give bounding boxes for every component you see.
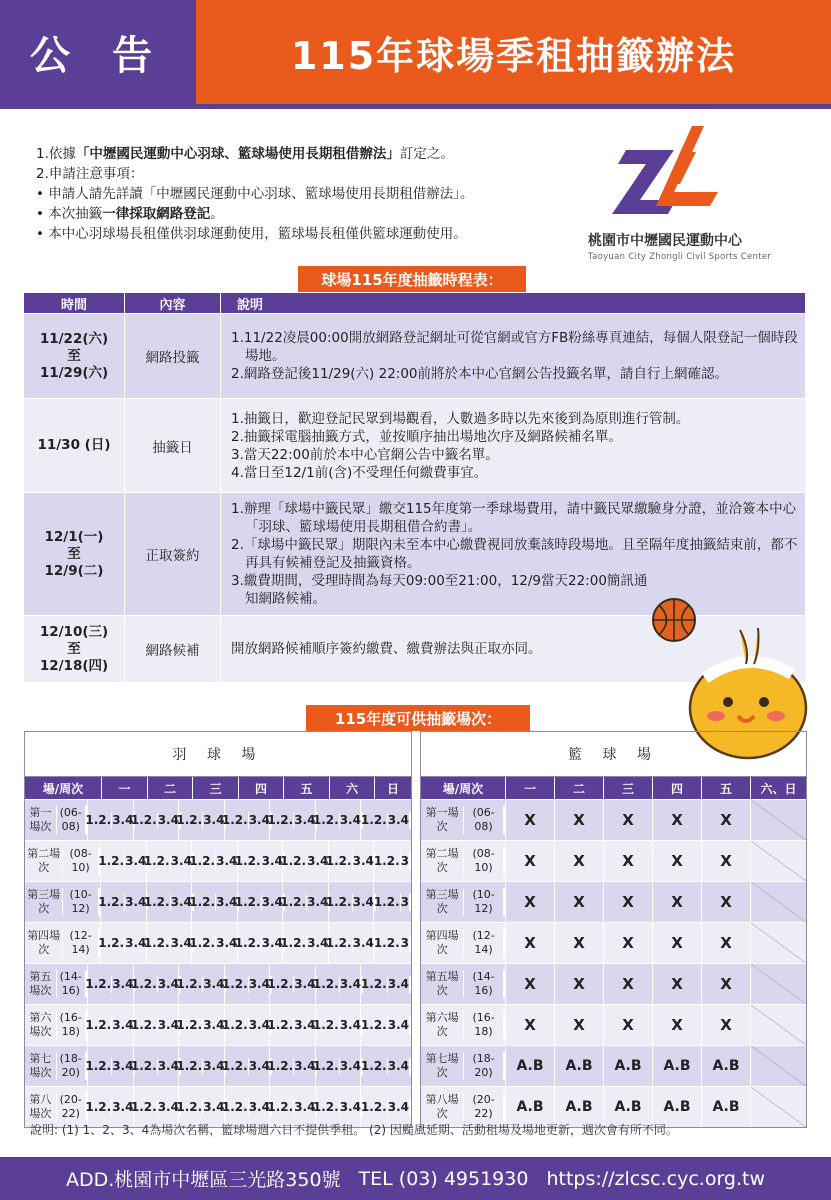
header-desc: 說明 <box>237 297 264 313</box>
row-content: 網路候補 <box>125 616 221 682</box>
footer-address: ADD.桃園市中壢區三光路350號 <box>65 1169 341 1191</box>
badminton-title: 羽 球 場 <box>25 732 411 777</box>
intro-line-2: 2.申請注意事項： <box>36 166 144 182</box>
page-title: 115年球場季租抽籤辦法 <box>196 0 831 104</box>
unavailable-cell <box>751 964 806 1004</box>
court-cell: X <box>604 841 653 881</box>
row-time: 11/22(六) 至 11/29(六) <box>24 314 125 398</box>
header-divider <box>0 104 831 109</box>
basketball-row <box>421 1045 806 1086</box>
court-cell: A.B <box>555 1087 604 1127</box>
intro-bullet-1: • 申請人請先詳讀「中壢國民運動中心羽球、籃球場使用長期租借辦法」。 <box>36 186 474 202</box>
court-cell: X <box>604 964 653 1004</box>
basketball-row <box>421 840 806 881</box>
unavailable-cell <box>751 1087 806 1127</box>
court-cell: 1.2. 3.4 <box>88 800 134 840</box>
court-cell: 1.2. 3.4 <box>147 882 192 922</box>
court-cell: 1.2. 3.4 <box>134 1087 179 1127</box>
court-cell: 1.2. 3.4 <box>270 964 316 1004</box>
court-cell: 1.2. 3.4 <box>134 1046 179 1086</box>
courts-title: 115年度可供抽籤場次： <box>306 705 530 731</box>
schedule-title: 球場115年度抽籤時程表： <box>298 266 526 292</box>
court-cell: X <box>506 800 555 840</box>
court-cell: 1.2. 3.4 <box>101 923 147 963</box>
court-cell: 1.2. 3.4 <box>270 800 316 840</box>
court-cell: 1.2. 3.4 <box>360 1099 409 1114</box>
court-cell: 1.2. 3.4 <box>270 1087 316 1127</box>
row-content: 網路投籤 <box>125 314 221 398</box>
court-cell: 1.2. 3.4 <box>147 841 192 881</box>
court-cell: 1.2. 3.4 <box>192 923 238 963</box>
court-cell: X <box>555 1005 604 1045</box>
court-cell: X <box>506 882 555 922</box>
row-time: 12/1(一) 至 12/9(二) <box>24 493 125 615</box>
court-cell: A.B <box>702 1046 751 1086</box>
court-cell: X <box>653 923 702 963</box>
slot-label: 第五場次 (14-16) <box>421 964 506 1004</box>
unavailable-cell <box>751 923 806 963</box>
court-cell: 1.2. 3.4 <box>225 800 270 840</box>
court-cell: 1.2. 3.4 <box>283 882 329 922</box>
slot-label: 第三場次 (10-12) <box>25 882 101 922</box>
slot-label: 第三場次 (10-12) <box>421 882 506 922</box>
intro-bullet-3: • 本中心羽球場長租僅供羽球運動使用，籃球場長租僅供籃球運動使用。 <box>36 226 467 242</box>
court-cell: 1.2. 3.4 <box>192 882 238 922</box>
basketball-title: 籃 球 場 <box>421 732 806 777</box>
court-cell: 1.2. 3.4 <box>179 1046 225 1086</box>
slot-label: 第四場次 (12-14) <box>421 923 506 963</box>
court-cell: X <box>653 964 702 1004</box>
court-cell: X <box>506 841 555 881</box>
row-content: 抽籤日 <box>125 399 221 492</box>
slot-label: 第四場次 (12-14) <box>25 923 101 963</box>
court-cell: 1.2. 3.4 <box>238 841 283 881</box>
court-cell: 1.2. 3.4 <box>134 800 179 840</box>
court-cell: 1.2. 3.4 <box>270 1005 316 1045</box>
basketball-row <box>421 1004 806 1045</box>
badminton-row <box>25 881 411 922</box>
slot-label: 第八場次 (20-22) <box>25 1087 88 1127</box>
schedule-row <box>24 313 805 398</box>
slot-label: 第二場次 (08-10) <box>421 841 506 881</box>
court-cell: X <box>604 1005 653 1045</box>
court-cell: X <box>702 882 751 922</box>
schedule-header <box>24 293 805 313</box>
court-cell: X <box>555 964 604 1004</box>
court-cell: 1.2. 3.4 <box>88 1046 134 1086</box>
court-cell: 1.2. 3.4 <box>225 1005 270 1045</box>
slot-label: 第五場次 (14-16) <box>25 964 88 1004</box>
court-cell: 1.2. 3.4 <box>134 964 179 1004</box>
intro-line-1: 1.依據「中壢國民運動中心羽球、籃球場使用長期租借辦法」訂定之。 <box>36 146 454 162</box>
court-cell: 1.2. 3.4 <box>316 1005 361 1045</box>
court-cell: 1.2. 3.4 <box>179 1087 225 1127</box>
notice-tag: 公 告 <box>0 0 196 104</box>
court-cell: X <box>702 923 751 963</box>
court-cell: 1.2. 3.4 <box>283 923 329 963</box>
court-cell: A.B <box>604 1087 653 1127</box>
court-cell: 1.2. 3 <box>373 894 409 909</box>
court-cell: A.B <box>604 1046 653 1086</box>
court-cell: X <box>555 800 604 840</box>
slot-label: 第六場次 (16-18) <box>25 1005 88 1045</box>
court-cell: 1.2. 3 <box>373 935 409 950</box>
footer-url[interactable]: https://zlcsc.cyc.org.tw <box>546 1167 766 1190</box>
footer <box>0 1157 831 1200</box>
court-cell: X <box>604 882 653 922</box>
court-cell: X <box>653 800 702 840</box>
row-desc: 1.抽籤日，歡迎登記民眾到場觀看，人數過多時以先來後到為原則進行管制。 2.抽籤採電腦抽籤方式，並按順序抽出場地次序及網路候補名單。 3.當天22:00前於本中心官網公告中籤名單。 4.當日至12/1前(含)不受理任何繳費事宜。 <box>221 399 805 492</box>
court-cell: 1.2. 3.4 <box>316 800 361 840</box>
court-cell: 1.2. 3.4 <box>147 923 192 963</box>
court-cell: X <box>702 1005 751 1045</box>
court-cell: 1.2. 3.4 <box>316 1087 361 1127</box>
badminton-row <box>25 922 411 963</box>
badminton-row <box>25 840 411 881</box>
court-cell: 1.2. 3.4 <box>360 812 409 827</box>
slot-label: 第八場次 (20-22) <box>421 1087 506 1127</box>
row-desc: 1.11/22凌晨00:00開放網路登記網址可從官網或官方FB粉絲專頁連結，每個人限登記一個時段場地。 2.網路登記後11/29(六) 22:00前將於本中心官網公告投籤名單，請自行上網確認。 <box>221 314 805 398</box>
court-cell: 1.2. 3.4 <box>179 964 225 1004</box>
court-cell: 1.2. 3.4 <box>192 841 238 881</box>
court-cell: 1.2. 3.4 <box>283 841 329 881</box>
court-cell: X <box>702 964 751 1004</box>
badminton-row <box>25 799 411 840</box>
row-content: 正取簽約 <box>125 493 221 615</box>
court-cell: 1.2. 3.4 <box>360 976 409 991</box>
badminton-row <box>25 1004 411 1045</box>
court-cell: X <box>604 800 653 840</box>
court-cell: A.B <box>702 1087 751 1127</box>
basketball-row <box>421 799 806 840</box>
court-cell: X <box>506 1005 555 1045</box>
court-cell: 1.2. 3.4 <box>88 1087 134 1127</box>
slot-label: 第一場次 (06-08) <box>421 800 506 840</box>
slot-label: 第二場次 (08-10) <box>25 841 101 881</box>
court-cell: 1.2. 3.4 <box>329 841 374 881</box>
court-cell: X <box>653 1005 702 1045</box>
slot-label: 第六場次 (16-18) <box>421 1005 506 1045</box>
row-time: 11/30 (日) <box>24 399 125 492</box>
court-cell: A.B <box>555 1046 604 1086</box>
court-cell: X <box>506 923 555 963</box>
header-time: 時間 <box>24 293 125 313</box>
basketball-row <box>421 922 806 963</box>
court-cell: 1.2. 3.4 <box>225 1087 270 1127</box>
court-cell: X <box>604 923 653 963</box>
row-desc: 開放網路候補順序簽約繳費、繳費辦法與正取亦同。 <box>221 616 805 682</box>
court-cell: A.B <box>506 1046 555 1086</box>
center-logo <box>588 122 788 262</box>
court-cell: 1.2. 3.4 <box>225 1046 270 1086</box>
unavailable-cell <box>751 882 806 922</box>
basketball-table <box>420 731 807 1128</box>
intro-text <box>36 144 596 244</box>
badminton-row <box>25 1045 411 1086</box>
badminton-row <box>25 963 411 1004</box>
courts-note: 說明: (1) 1、2、3、4為場次名稱，籃球場週六日不提供季租。 (2) 因颱風延期、活動租場及場地更新，週次會有所不同。 <box>30 1123 678 1137</box>
badminton-table <box>24 731 412 1128</box>
court-cell: 1.2. 3.4 <box>360 1017 409 1032</box>
slot-label: 第七場次 (18-20) <box>421 1046 506 1086</box>
center-name-english: Taoyuan City Zhongli Civil Sports Center <box>588 252 772 262</box>
court-cell: 1.2. 3.4 <box>179 800 225 840</box>
court-cell: X <box>555 882 604 922</box>
court-cell: 1.2. 3.4 <box>238 882 283 922</box>
unavailable-cell <box>751 1046 806 1086</box>
court-cell: 1.2. 3.4 <box>101 841 147 881</box>
court-cell: A.B <box>653 1087 702 1127</box>
court-cell: 1.2. 3.4 <box>316 964 361 1004</box>
court-cell: X <box>653 882 702 922</box>
slot-label: 第一場次 (06-08) <box>25 800 88 840</box>
court-cell: 1.2. 3.4 <box>88 1005 134 1045</box>
basketball-header: 場/周次 一 二 三 四 五 六、日 <box>421 777 806 799</box>
badminton-header: 場/周次 一 二 三 四 五 六 日 <box>25 777 411 799</box>
unavailable-cell <box>751 841 806 881</box>
court-cell: 1.2. 3.4 <box>329 923 374 963</box>
slot-label: 第七場次 (18-20) <box>25 1046 88 1086</box>
court-cell: 1.2. 3 <box>373 853 409 868</box>
row-time: 12/10(三) 至 12/18(四) <box>24 616 125 682</box>
court-cell: A.B <box>506 1087 555 1127</box>
court-cell: X <box>702 841 751 881</box>
center-name: 桃園市中壢國民運動中心 <box>588 233 742 249</box>
court-cell: 1.2. 3.4 <box>134 1005 179 1045</box>
zl-logo-icon <box>588 122 728 222</box>
schedule-row <box>24 398 805 492</box>
court-cell: 1.2. 3.4 <box>329 882 374 922</box>
intro-bullet-2: • 本次抽籤一律採取網路登記。 <box>36 206 224 222</box>
court-cell: X <box>555 841 604 881</box>
court-cell: X <box>653 841 702 881</box>
header-content: 內容 <box>125 293 221 313</box>
court-cell: 1.2. 3.4 <box>101 882 147 922</box>
court-cell: X <box>506 964 555 1004</box>
court-cell: 1.2. 3.4 <box>238 923 283 963</box>
row-desc: 1.辦理「球場中籤民眾」繳交115年度第一季球場費用，請中籤民眾繳驗身分證，並洽簽本中心「羽球、籃球場使用長期租借合約書」。 2.「球場中籤民眾」期限內未至本中心繳費視同放棄該時段場地。且至隔年度抽籤結束前，都不再具有候補登記及抽籤資格。 3.繳費期間，受理時間為每天09:00至21:00，12/9當天22:00簡訊通知網路候補。 <box>221 493 805 615</box>
basketball-row <box>421 881 806 922</box>
court-cell: X <box>555 923 604 963</box>
basketball-row <box>421 963 806 1004</box>
court-cell: 1.2. 3.4 <box>360 1058 409 1073</box>
footer-phone: TEL (03) 4951930 <box>358 1167 529 1190</box>
court-cell: 1.2. 3.4 <box>270 1046 316 1086</box>
court-cell: A.B <box>653 1046 702 1086</box>
court-cell: 1.2. 3.4 <box>225 964 270 1004</box>
court-cell: 1.2. 3.4 <box>316 1046 361 1086</box>
court-cell: 1.2. 3.4 <box>88 964 134 1004</box>
court-cell: X <box>702 800 751 840</box>
court-cell: 1.2. 3.4 <box>179 1005 225 1045</box>
unavailable-cell <box>751 1005 806 1045</box>
unavailable-cell <box>751 800 806 840</box>
